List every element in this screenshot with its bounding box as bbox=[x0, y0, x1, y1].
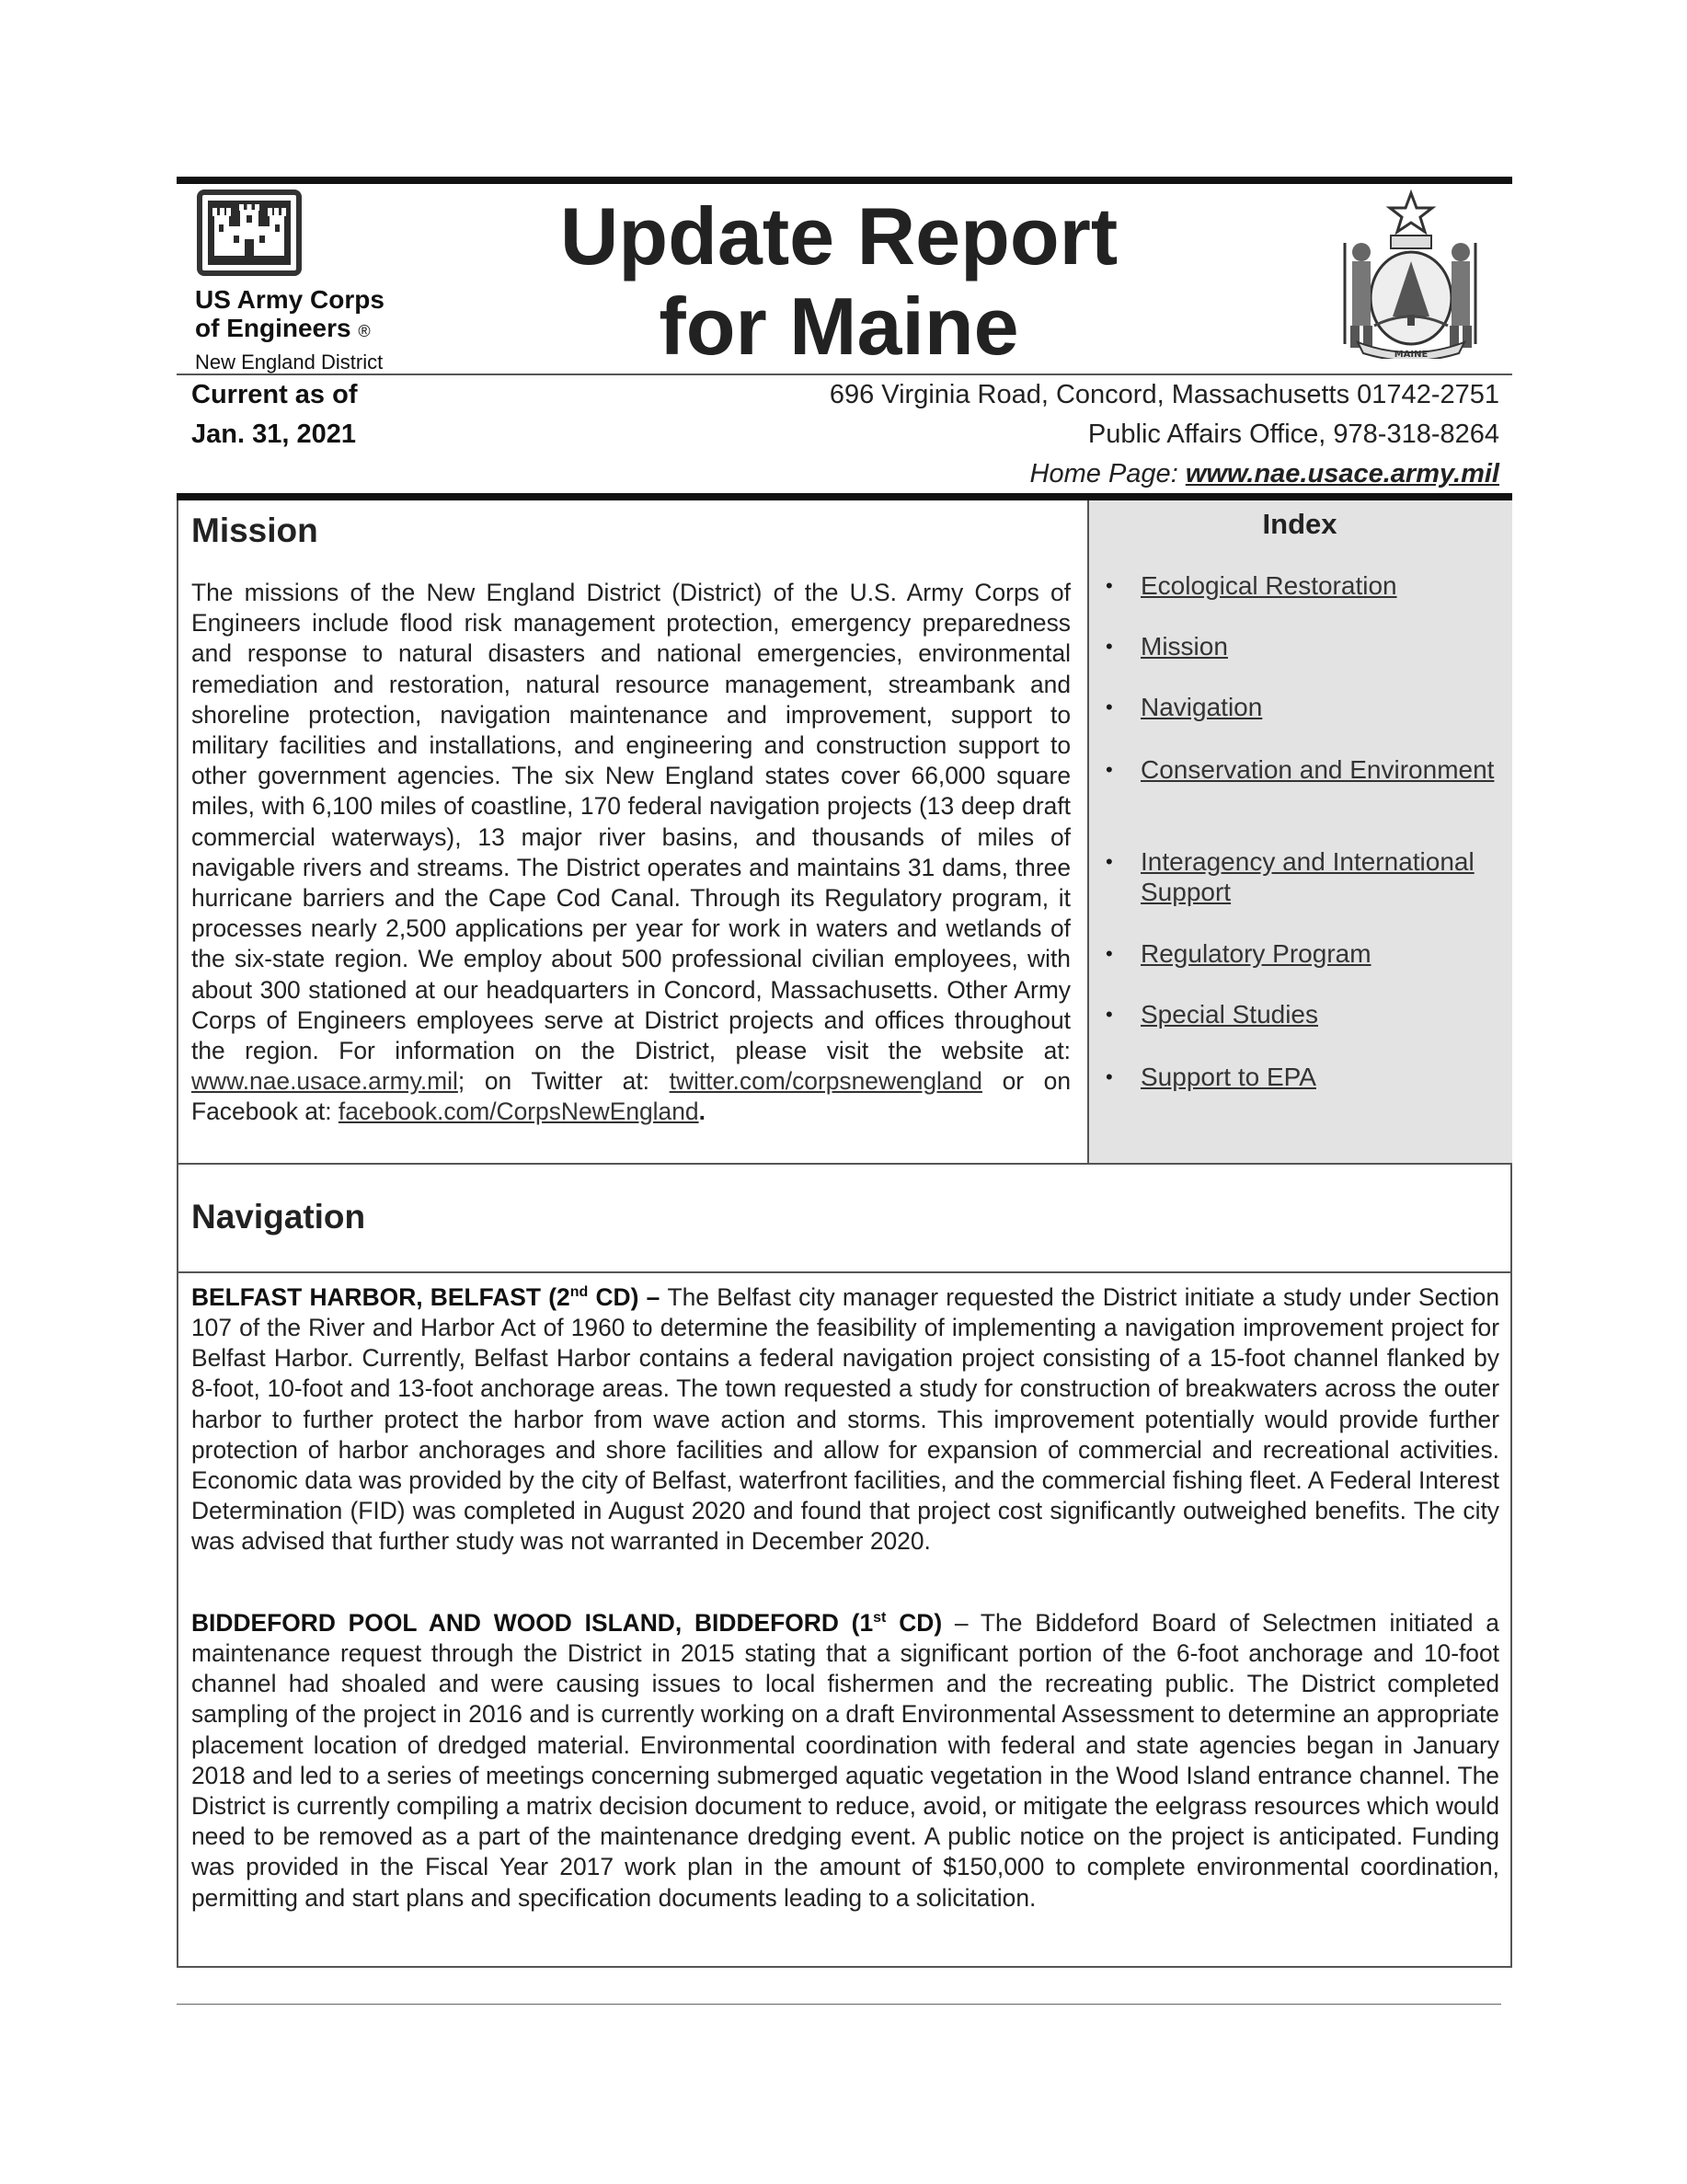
facebook-link[interactable]: facebook.com/CorpsNewEngland bbox=[338, 1098, 699, 1126]
current-date: Jan. 31, 2021 bbox=[191, 420, 356, 449]
index-link[interactable]: Interagency and International Support bbox=[1141, 847, 1475, 906]
top-rule bbox=[177, 177, 1512, 184]
index-link[interactable]: Support to EPA bbox=[1141, 1063, 1316, 1091]
biddeford-pool-entry bbox=[191, 1603, 1499, 1914]
index-link[interactable]: Mission bbox=[1141, 632, 1228, 661]
entry-heading-sup: st bbox=[873, 1610, 887, 1626]
title-line1: Update Report bbox=[559, 190, 1119, 282]
current-as-of bbox=[191, 375, 357, 454]
index-heading: Index bbox=[1262, 508, 1337, 540]
bullet-icon: • bbox=[1106, 758, 1113, 781]
navigation-heading: Navigation bbox=[191, 1198, 366, 1236]
bullet-icon: • bbox=[1106, 1003, 1113, 1026]
mission-body bbox=[191, 578, 1071, 1128]
entry-body: The Belfast city manager requested the District initiate a study under Section 107 of the River and Harbor Act of 1960 to determine the feasibility of implementing a navigation improvement project for Belfast Harbor. Currently, Belfast Harbor contains a federal navigation project consisting of a 15-foot channel flanked by 8-foot, 10-foot and 13-foot anchorage areas. The town requested a study for construction of breakwaters across the outer harbor to further protect the harbor from wave action and storms. This improvement potentially would provide further protection of harbor anchorages and shore facilities and allow for expansion of commercial and recreational activities. Economic data was provided by the city of Belfast, waterfront facilities, and the commercial fishing fleet. A Federal Interest Determination (FID) was completed in August 2020 and found that project cost significantly outweighed benefits. The city was advised that further study was not warranted in December 2020. bbox=[191, 1282, 1499, 1556]
belfast-harbor-entry bbox=[191, 1277, 1499, 1558]
entry-heading-tail: CD) bbox=[886, 1608, 943, 1637]
entry-heading-tail: CD) – bbox=[588, 1282, 668, 1311]
entry-heading bbox=[191, 1609, 942, 1637]
phone: Public Affairs Office, 978-318-8264 bbox=[1087, 420, 1499, 449]
bullet-icon: • bbox=[1106, 1065, 1113, 1088]
section-rule bbox=[177, 493, 1512, 500]
current-label: Current as of bbox=[191, 380, 358, 409]
contact-block bbox=[830, 375, 1499, 494]
mission-end: . bbox=[698, 1098, 706, 1126]
castle-icon bbox=[209, 202, 290, 263]
bullet-icon: • bbox=[1106, 695, 1113, 718]
bullet-icon: • bbox=[1106, 574, 1113, 597]
entry-heading bbox=[191, 1283, 668, 1311]
entry-heading-text: BIDDEFORD POOL AND WOOD ISLAND, BIDDEFORD (1 bbox=[191, 1608, 874, 1637]
bullet-icon: • bbox=[1106, 942, 1113, 965]
navigation-divider bbox=[177, 1271, 1512, 1273]
facebook-label: or on Facebook at: bbox=[191, 1067, 1071, 1126]
report-title bbox=[545, 191, 1133, 372]
bullet-icon: • bbox=[1106, 850, 1113, 873]
org-name bbox=[195, 285, 384, 346]
bullet-icon: • bbox=[1106, 635, 1113, 658]
registered-mark: ® bbox=[358, 322, 371, 340]
index-link[interactable]: Regulatory Program bbox=[1141, 939, 1371, 968]
index-link[interactable]: Ecological Restoration bbox=[1141, 571, 1397, 600]
index-link[interactable]: Special Studies bbox=[1141, 1000, 1319, 1029]
entry-heading-text: BELFAST HARBOR, BELFAST (2 bbox=[191, 1282, 570, 1311]
home-page-link[interactable]: www.nae.usace.army.mil bbox=[1185, 459, 1499, 489]
district-name: New England District bbox=[195, 351, 384, 374]
website-link[interactable]: www.nae.usace.army.mil bbox=[191, 1067, 458, 1096]
home-page-label: Home Page: bbox=[1029, 459, 1178, 489]
mission-heading: Mission bbox=[191, 512, 318, 549]
entry-heading-sup: nd bbox=[569, 1284, 589, 1300]
index-link[interactable]: Navigation bbox=[1141, 693, 1263, 721]
org-name-line1: US Army Corps bbox=[195, 285, 384, 314]
usace-castle-logo bbox=[197, 190, 302, 276]
entry-body: – The Biddeford Board of Selectmen initiated a maintenance request through the District in 2015 stating that a significant portion of the 6-foot anchorage and 10-foot channel had shoaled and were causing issues to local fishermen and the recreating public. The District completed sampling of the project in 2016 and is currently working on a draft Environmental Assessment to determine an appropriate placement location of dredged material. Environmental coordination with federal and state agencies began in January 2018 and led to a series of meetings concerning submerged aquatic vegetation in the Wood Island entrance channel. The District is currently compiling a matrix decision document to reduce, avoid, or mitigate the eelgrass resources which would need to be removed as a part of the maintenance dredging event. A public notice on the project is anticipated. Funding was provided in the Fiscal Year 2017 work plan in the amount of $150,000 to complete environmental coordination, permitting and start plans and specification documents leading to a solicitation. bbox=[191, 1608, 1499, 1912]
twitter-link[interactable]: twitter.com/corpsnewengland bbox=[669, 1067, 982, 1096]
org-name-line2: of Engineers bbox=[195, 314, 351, 342]
title-line2: for Maine bbox=[659, 281, 1019, 372]
maine-state-seal bbox=[1337, 188, 1485, 359]
bottom-rule bbox=[177, 2004, 1501, 2005]
address: 696 Virginia Road, Concord, Massachusetts 01742-2751 bbox=[829, 380, 1499, 409]
svg-text:MAINE: MAINE bbox=[1394, 350, 1429, 359]
index-link[interactable]: Conservation and Environment bbox=[1141, 755, 1495, 784]
twitter-label: ; on Twitter at: bbox=[457, 1067, 670, 1096]
mission-text: The missions of the New England District (District) of the U.S. Army Corps of Engineers include flood risk management protection, emergency preparedness and response to natural disasters and national emergencies, environmental remediation and restoration, natural resource management, streambank and shoreline protection, navigation maintenance and improvement, support to military facilities and installations, and engineering and construction support to other government agencies. The six New England states cover 66,000 square miles, with 6,100 miles of coastline, 170 federal navigation projects (13 deep draft commercial waterways), 13 major river basins, and thousands of miles of navigable rivers and streams. The District operates and maintains 31 dams, three hurricane barriers and the Cape Cod Canal. Through its Regulatory program, it processes nearly 2,500 applications per year for work in waters and wetlands of the six-state region. We employ about 500 professional civilian employees, with about 300 stationed at our headquarters in Concord, Massachusetts. Other Army Corps of Engineers employees serve at District projects and offices throughout the region. For information on the District, please visit the website at: bbox=[191, 579, 1071, 1065]
